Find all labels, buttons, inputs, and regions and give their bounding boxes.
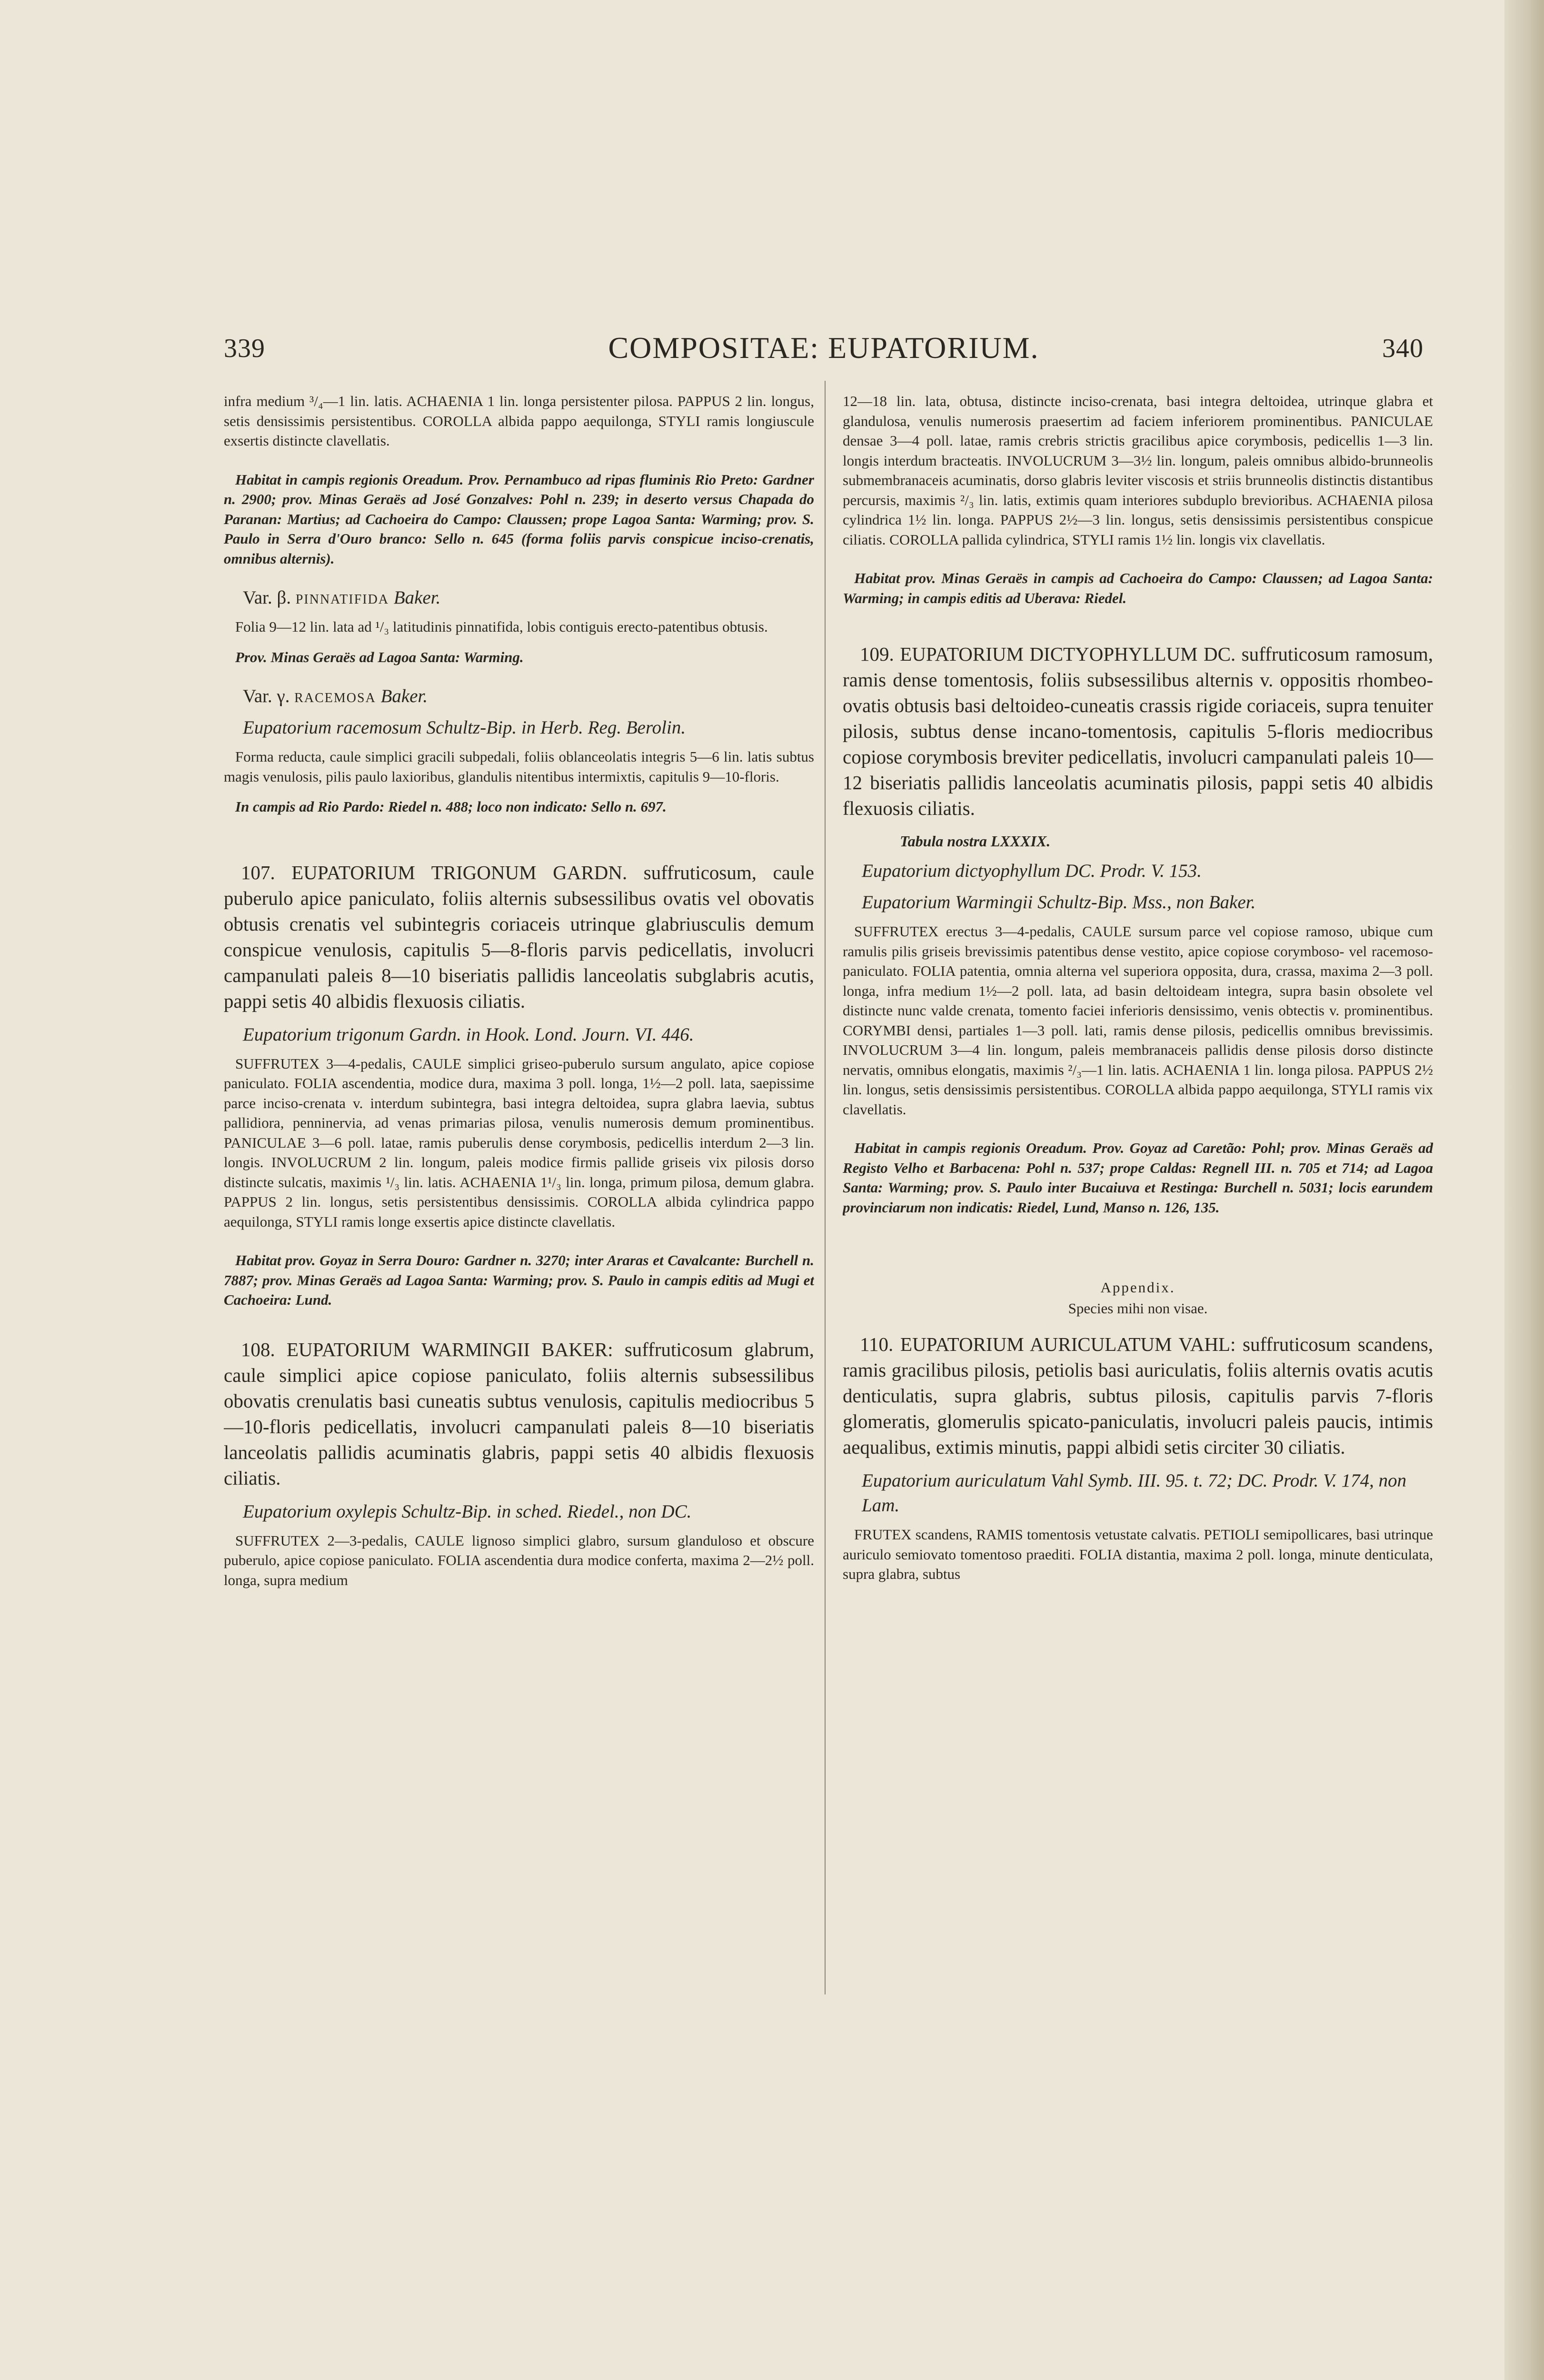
variety-habitat: In campis ad Rio Pardo: Riedel n. 488; loco non indicato: Sello n. 697.: [235, 798, 667, 815]
species-109-habitat: Habitat in campis regionis Oreadum. Prov. Goyaz ad Caretão: Pohl; prov. Minas Geraës ad Registo Velho et Barbacena: Pohl n. 537; prope Caldas: Regnell III. n. 705 et 714; ad Lagoa Santa: Warming; prov. S. Paulo inter Bucaiuva et Restinga: Burchell n. 5031; locis earundem provinciarum non indicatis: Riedel, Lund, Manso n. 126, 135.: [843, 1140, 1433, 1216]
variety-name: PINNATIFIDA: [295, 592, 389, 607]
column-divider: [825, 381, 826, 1994]
variety-gamma-heading: [224, 684, 814, 711]
variety-synonym: Eupatorium racemosum Schultz-Bip. in Herb. Reg. Berolin.: [243, 717, 686, 738]
species-107-habitat: Habitat prov. Goyaz in Serra Douro: Gardner n. 3270; inter Araras et Cavalcante: Burchell n. 7887; prov. Minas Geraës ad Lagoa Santa: Warming; prov. S. Paulo in campis editis ad Mugi et Cachoeira: Lund.: [224, 1252, 814, 1308]
species-108-synonym: Eupatorium oxylepis Schultz-Bip. in sched. Riedel., non DC.: [243, 1501, 692, 1522]
species-107-diagnosis: 107. EUPATORIUM TRIGONUM GARDN. suffruticosum, caule puberulo apice paniculato, foliis alternis subsessilibus ovatis vel obovatis obtusis crenatis vel subintegris coriaceis utrinque glabriusculis demum conspicue venulosis, capitulis 5—8-floris parvis pedicellatis, involucri campanulati paleis 8—10 biseriatis pallidis lanceolatis subglabris acutis, pappi setis 40 albidis flexuosis ciliatis.: [224, 861, 814, 1012]
species-107-description: SUFFRUTEX 3—4-pedalis, CAULE simplici griseo-puberulo sursum angulato, apice copiose paniculato. FOLIA ascendentia, modice dura, maxima 3 poll. longa, 1½—2 poll. lata, saepissime parce inciso-crenata v. interdum subintegra, basi integra deltoidea, supra glabra laevia, subtus pallidiora, penninervia, ad venas primarias pilosa, venulis numerosis demum prominentibus. PANICULAE 3—6 poll. latae, ramis puberulis dense corymbosis, pedicellis interdum 2—3 lin. longis. INVOLUCRUM 2 lin. longum, paleis modice firmis pallide griseis vix pilosis dorso distincte sulcatis, maximis ¹/₃ lin. latis. ACHAENIA 1¹/₃ lin. longa, primum pilosa, demum glabra. PAPPUS 2 lin. longus, setis persistentibus densissimis. COROLLA albida cylindrica pappo aequilonga, STYLI ramis longe exsertis apice distincte clavellatis.: [224, 1055, 814, 1230]
species-107-synonym: Eupatorium trigonum Gardn. in Hook. Lond. Journ. VI. 446.: [243, 1024, 694, 1045]
species-109-synonym-a: Eupatorium dictyophyllum DC. Prodr. V. 153.: [862, 861, 1202, 881]
appendix-subheading: Species mihi non visae.: [1068, 1300, 1208, 1317]
species-110-description: FRUTEX scandens, RAMIS tomentosis vetustate calvatis. PETIOLI semipollicares, basi utrinque auriculo semiovato tomentoso praediti. FOLIA distantia, maxima 2 poll. longa, minute denticulata, supra glabra, subtus: [843, 1526, 1433, 1582]
variety-name: RACEMOSA: [294, 691, 376, 705]
right-column: [843, 391, 1433, 2010]
species-108-diagnosis: 108. EUPATORIUM WARMINGII BAKER: suffruticosum glabrum, caule simplici apice copiose paniculato, foliis alternis subsessilibus obovatis crenulatis basi cuneatis subtus venulosis, capitulis mediocribus 5—10-floris pedicellatis, involucri campanulati paleis 8—10 biseriatis lanceolatis pallidis acuminatis glabris, pappi setis 40 albidis flexuosis ciliatis.: [224, 1338, 814, 1489]
species-109-synonym-b: Eupatorium Warmingii Schultz-Bip. Mss., non Baker.: [862, 892, 1256, 912]
species-108-description: SUFFRUTEX 2—3-pedalis, CAULE lignoso simplici glabro, sursum glanduloso et obscure puberulo, apice copiose paniculato. FOLIA ascendentia dura modice conferta, maxima 2—2½ poll. longa, supra medium: [224, 1532, 814, 1588]
species-110-synonym: Eupatorium auriculatum Vahl Symb. III. 95. t. 72; DC. Prodr. V. 174, non Lam.: [862, 1470, 1406, 1516]
habitat-paragraph: Habitat in campis regionis Oreadum. Prov. Pernambuco ad ripas fluminis Rio Preto: Gardner n. 2900; prov. Minas Geraës ad José Gonzalves: Pohl n. 239; in deserto versus Chapada do Paranan: Martius; ad Cachoeira do Campo: Claussen; prope Lagoa Santa: Warming; prov. S. Paulo in Serra d'Ouro branco: Sello n. 645 (forma foliis parvis conspicue inciso-crenatis, omnibus alternis).: [224, 471, 814, 567]
species-109-description: SUFFRUTEX erectus 3—4-pedalis, CAULE sursum parce vel copiose ramoso, ubique cum ramulis pilis griseis brevissimis patentibus dense vestito, apice copiose corymboso- vel racemoso-paniculato. FOLIA patentia, omnia alterna vel superiora opposita, dura, crassa, maxima 2—3 poll. longa, infra medium 1½—2 poll. lata, ad basin deltoideam integra, supra basin obsolete vel distincte nunc valde crenata, tomento faciei inferioris densissimo, venis obtectis v. prominentibus. CORYMBI densi, partiales 1—3 poll. lati, ramis dense pilosis, pedicellis omnibus brevissimis. INVOLUCRUM 3—4 lin. longum, paleis membranaceis pallidis dense pilosis dorso distincte nervatis, omnibus elongatis, maximis ²/₃—1 lin. latis. ACHAENIA 1 lin. longa pilosa. PAPPUS 2½ lin. longus, setis densissimis persistentibus. COROLLA albida pappo aequilonga, STYLI ramis vix clavellatis.: [843, 923, 1433, 1118]
left-column: [224, 391, 814, 2010]
page-header: [224, 333, 1424, 376]
running-title: COMPOSITAE: EUPATORIUM.: [608, 331, 1039, 365]
species-109-diagnosis: 109. EUPATORIUM DICTYOPHYLLUM DC. suffruticosum ramosum, ramis dense tomentosis, foliis subsessilibus alternis v. oppositis rhombeo-ovatis obtusis basi deltoideo-cuneatis crassis rigide coriaceis, supra tenuiter pilosis, subtus dense incano-tomentosis, capitulis 5-floris mediocribus copiose corymbosis breviter pedicellatis, involucri campanulati paleis 10—12 biseriatis pallidis lanceolatis acuminatis pilosis, pappi setis 40 albidis flexuosis ciliatis.: [843, 643, 1433, 819]
variety-description: Forma reducta, caule simplici gracili subpedali, foliis oblanceolatis integris 5—6 lin. latis subtus magis venulosis, pilis paulo laxioribus, glandulis nitentibus intermixtis, capitulis 9—10-floris.: [224, 748, 814, 785]
variety-prefix: Var. β.: [243, 587, 291, 608]
plate-reference: Tabula nostra LXXXIX.: [900, 833, 1051, 850]
variety-prefix: Var. γ.: [243, 686, 290, 706]
species-108-description-continued: 12—18 lin. lata, obtusa, distincte inciso-crenata, basi integra deltoidea, utrinque glabra et glandulosa, venulis numerosis praesertim ad faciem inferiorem prominentibus. PANICULAE densae 3—4 poll. latae, ramis crebris strictis gracilibus apice corymbosis, pedicellis 1—3 lin. longis interdum bracteatis. INVOLUCRUM 3—3½ lin. longum, paleis omnibus albido-brunneolis submembranaceis acuminatis, dorso glabris leviter viscosis et striis brunneolis distinctis distantibus percursis, maximis ²/₃ lin. latis, extimis quam interiores subduplo brevioribus. ACHAENIA pilosa cylindrica 1½ lin. longa. PAPPUS 2½—3 lin. longus, setis densissimis persistentibus conspicue ciliatis. COROLLA pallida cylindrica, STYLI ramis 1½ lin. longis vix clavellatis.: [843, 393, 1433, 548]
variety-description: Folia 9—12 lin. lata ad ¹/₃ latitudinis pinnatifida, lobis contiguis erecto-patentibus obtusis.: [235, 618, 768, 635]
continued-description: infra medium ³/₄—1 lin. latis. ACHAENIA 1 lin. longa persistenter pilosa. PAPPUS 2 lin. longus, setis densissimis persistentibus. COROLLA albida pappo aequilonga, STYLI ramis longiuscule exsertis distincte clavellatis.: [224, 393, 814, 449]
variety-author: Baker.: [380, 686, 428, 706]
page-edge: [1504, 0, 1544, 2380]
variety-habitat: Prov. Minas Geraës ad Lagoa Santa: Warming.: [235, 648, 524, 665]
variety-beta-heading: [224, 585, 814, 612]
species-108-habitat: Habitat prov. Minas Geraës in campis ad Cachoeira do Campo: Claussen; ad Lagoa Santa: Warming; in campis editis ad Uberava: Riedel.: [843, 570, 1433, 606]
page-number-right: 340: [1382, 334, 1424, 363]
variety-author: Baker.: [393, 587, 441, 608]
appendix-heading: Appendix.: [1100, 1279, 1175, 1296]
page-number-left: 339: [224, 334, 265, 363]
species-110-diagnosis: 110. EUPATORIUM AURICULATUM VAHL: suffruticosum scandens, ramis gracilibus pilosis, petiolis basi auriculatis, foliis alternis ovatis acutis denticulatis, supra glabris, subtus pilosis, capitulis parvis 7-floris glomeratis, glomerulis spicato-paniculatis, involucri paleis paucis, intimis aequalibus, extimis minutis, pappi albidi setis circiter 30 ciliatis.: [843, 1333, 1433, 1458]
